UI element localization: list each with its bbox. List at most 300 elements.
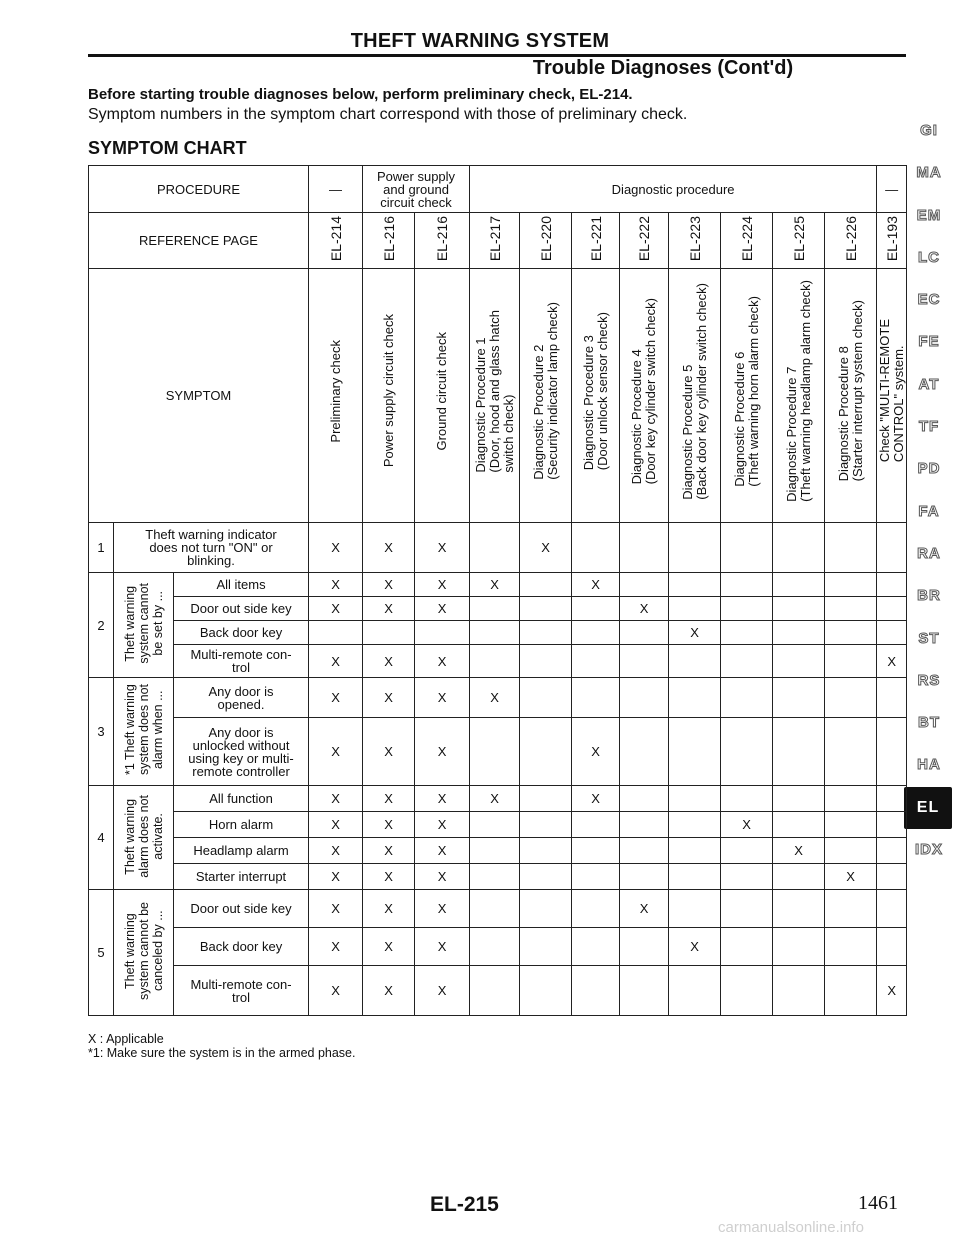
applicable-mark-cell — [721, 966, 773, 1016]
section-tab-ha[interactable]: HA — [917, 756, 941, 774]
applicable-mark-cell — [877, 812, 907, 838]
applicable-mark-cell — [825, 718, 877, 786]
section-tab-bt[interactable]: BT — [918, 714, 940, 732]
applicable-mark: X — [331, 690, 340, 705]
symptom-row — [89, 621, 907, 645]
applicable-mark-cell — [669, 523, 721, 573]
applicable-mark-cell — [773, 645, 825, 678]
applicable-mark: X — [591, 577, 600, 592]
applicable-mark-cell — [309, 786, 363, 812]
reference-page-text: EL-214 — [327, 216, 344, 262]
symptom-group — [114, 890, 174, 1016]
column-header-text: Diagnostic Procedure 6 (Theft warning horn alarm check) — [731, 295, 761, 487]
applicable-mark-cell — [363, 597, 415, 621]
applicable-mark-cell — [415, 812, 470, 838]
column-header — [309, 269, 363, 523]
applicable-mark-cell — [572, 645, 620, 678]
applicable-mark-cell — [773, 786, 825, 812]
applicable-mark-cell — [470, 678, 520, 718]
applicable-mark-cell — [669, 786, 721, 812]
applicable-mark-cell — [309, 812, 363, 838]
section-tab-el[interactable]: EL — [904, 787, 952, 829]
applicable-mark-cell — [721, 928, 773, 966]
applicable-mark-cell — [520, 786, 572, 812]
applicable-mark: X — [331, 983, 340, 998]
applicable-mark-cell — [572, 838, 620, 864]
applicable-mark-cell — [721, 812, 773, 838]
applicable-mark-cell — [825, 966, 877, 1016]
symptom-row — [89, 645, 907, 678]
applicable-mark-cell — [773, 890, 825, 928]
applicable-mark-cell — [669, 645, 721, 678]
applicable-mark-cell — [825, 678, 877, 718]
applicable-mark-cell — [470, 645, 520, 678]
applicable-mark-cell — [415, 678, 470, 718]
symptom-group — [114, 678, 174, 786]
applicable-mark-cell — [363, 928, 415, 966]
applicable-mark-cell — [415, 573, 470, 597]
reference-page-text: EL-193 — [883, 216, 900, 262]
instruction-text: Before starting trouble diagnoses below, perform preliminary check, EL-214. — [88, 86, 633, 103]
symptom-description: Horn alarm — [174, 812, 309, 838]
section-tab-em[interactable]: EM — [916, 206, 942, 224]
procedure-group: Power supply and ground circuit check — [363, 166, 470, 213]
symptom-description: Door out side key — [174, 597, 309, 621]
reference-page-text: EL-223 — [686, 216, 703, 262]
applicable-mark-cell — [620, 864, 669, 890]
applicable-mark-cell — [470, 812, 520, 838]
symptom-description: Multi-remote con- trol — [174, 645, 309, 678]
applicable-mark-cell — [773, 812, 825, 838]
applicable-mark-cell — [520, 890, 572, 928]
applicable-mark: X — [437, 791, 447, 806]
applicable-mark-cell — [669, 812, 721, 838]
reference-page — [470, 213, 520, 269]
applicable-mark-cell — [825, 645, 877, 678]
applicable-mark-cell — [470, 573, 520, 597]
symptom-description: Headlamp alarm — [174, 838, 309, 864]
applicable-mark: X — [437, 869, 447, 884]
reference-page — [620, 213, 669, 269]
applicable-mark-cell — [363, 523, 415, 573]
applicable-mark: X — [331, 601, 340, 616]
column-header — [415, 269, 470, 523]
applicable-mark-cell — [669, 966, 721, 1016]
applicable-mark-cell — [669, 573, 721, 597]
applicable-mark-cell — [363, 573, 415, 597]
section-tab-st[interactable]: ST — [918, 629, 940, 647]
column-header — [520, 269, 572, 523]
applicable-mark-cell — [721, 838, 773, 864]
applicable-mark-cell — [520, 597, 572, 621]
applicable-mark: X — [384, 791, 393, 806]
applicable-mark-cell — [773, 523, 825, 573]
applicable-mark-cell — [309, 678, 363, 718]
applicable-mark-cell — [721, 890, 773, 928]
reference-page-text: EL-221 — [587, 216, 604, 262]
reference-page-text: EL-217 — [486, 216, 503, 262]
applicable-mark: X — [384, 901, 393, 916]
symptom-label: SYMPTOM — [89, 269, 309, 523]
applicable-mark-cell — [620, 678, 669, 718]
applicable-mark: X — [437, 843, 447, 858]
applicable-mark: X — [331, 653, 340, 669]
applicable-mark-cell — [415, 523, 470, 573]
symptom-group-text: Theft warning system cannot be set by ... — [122, 583, 165, 664]
applicable-mark-cell — [877, 597, 907, 621]
section-tab-tf[interactable]: TF — [918, 418, 940, 436]
applicable-mark: X — [331, 869, 340, 884]
symptom-description: Any door is unlocked without using key or multi- remote controller — [174, 718, 309, 786]
symptom-description: All items — [174, 573, 309, 597]
symptom-row — [89, 573, 907, 597]
applicable-mark: X — [331, 817, 340, 832]
symptom-row — [89, 812, 907, 838]
applicable-mark-cell — [520, 621, 572, 645]
procedure-row — [89, 166, 907, 213]
symptom-row — [89, 864, 907, 890]
reference-page — [309, 213, 363, 269]
applicable-mark-cell — [721, 786, 773, 812]
column-header-text: Preliminary check — [327, 339, 343, 443]
applicable-mark: X — [887, 983, 896, 998]
applicable-mark: X — [437, 939, 447, 954]
applicable-mark: X — [331, 843, 340, 858]
applicable-mark-cell — [470, 890, 520, 928]
applicable-mark-cell — [363, 890, 415, 928]
applicable-mark-cell — [773, 928, 825, 966]
symptom-description: Back door key — [174, 621, 309, 645]
applicable-mark-cell — [825, 523, 877, 573]
procedure-group: — — [309, 166, 363, 213]
applicable-mark-cell — [415, 645, 470, 678]
section-tab-gi[interactable]: GI — [920, 122, 938, 139]
applicable-mark: X — [437, 690, 447, 705]
applicable-mark-cell — [877, 890, 907, 928]
applicable-mark-cell — [877, 838, 907, 864]
applicable-mark-cell — [572, 597, 620, 621]
applicable-mark: X — [331, 540, 340, 555]
applicable-mark-cell — [669, 678, 721, 718]
applicable-mark-cell — [825, 928, 877, 966]
applicable-mark: X — [331, 791, 340, 806]
symptom-row — [89, 786, 907, 812]
symptom-row — [89, 597, 907, 621]
applicable-mark: X — [384, 869, 393, 884]
applicable-mark: X — [331, 577, 340, 592]
section-tab-fa[interactable]: FA — [918, 502, 940, 520]
applicable-mark-cell — [470, 523, 520, 573]
symptom-group — [114, 786, 174, 890]
applicable-mark-cell — [520, 718, 572, 786]
section-tabs — [902, 110, 956, 871]
applicable-mark-cell — [620, 838, 669, 864]
applicable-mark-cell — [572, 678, 620, 718]
reference-page — [721, 213, 773, 269]
applicable-mark-cell — [470, 621, 520, 645]
applicable-mark-cell — [773, 718, 825, 786]
reference-page-text: EL-216 — [380, 216, 397, 262]
applicable-mark: X — [331, 939, 340, 954]
applicable-mark-cell — [721, 523, 773, 573]
applicable-mark-cell — [520, 678, 572, 718]
applicable-mark-cell — [572, 890, 620, 928]
section-tab-pd[interactable]: PD — [917, 460, 941, 478]
applicable-mark-cell — [470, 718, 520, 786]
applicable-mark-cell — [309, 523, 363, 573]
section-tab-ma[interactable]: MA — [916, 164, 942, 182]
applicable-mark-cell — [721, 718, 773, 786]
column-header-row — [89, 269, 907, 523]
reference-page-text: EL-224 — [738, 216, 755, 262]
watermark: carmanualsonline.info — [718, 1219, 864, 1236]
symptom-description: All function — [174, 786, 309, 812]
applicable-mark-cell — [470, 786, 520, 812]
applicable-mark-cell — [773, 864, 825, 890]
column-header — [669, 269, 721, 523]
applicable-mark-cell — [309, 864, 363, 890]
applicable-mark-cell — [877, 966, 907, 1016]
column-header — [620, 269, 669, 523]
symptom-row — [89, 966, 907, 1016]
applicable-mark-cell — [877, 523, 907, 573]
column-header-text: Diagnostic Procedure 7 (Theft warning headlamp alarm check) — [783, 280, 813, 502]
symptom-chart — [88, 165, 907, 1016]
applicable-mark-cell — [877, 645, 907, 678]
applicable-mark-cell — [309, 621, 363, 645]
applicable-mark-cell — [415, 928, 470, 966]
applicable-mark: X — [384, 690, 393, 705]
applicable-mark-cell — [669, 718, 721, 786]
applicable-mark-cell — [825, 597, 877, 621]
symptom-row — [89, 523, 907, 573]
symptom-description: Back door key — [174, 928, 309, 966]
applicable-mark-cell — [572, 966, 620, 1016]
symptom-number: 4 — [89, 786, 114, 890]
applicable-mark-cell — [825, 838, 877, 864]
section-tab-fe[interactable]: FE — [918, 333, 940, 351]
applicable-mark-cell — [721, 597, 773, 621]
reference-page — [520, 213, 572, 269]
applicable-mark-cell — [773, 597, 825, 621]
column-header-text: Ground circuit check — [434, 331, 450, 451]
applicable-mark: X — [384, 939, 393, 954]
applicable-mark-cell — [773, 966, 825, 1016]
applicable-mark-cell — [721, 678, 773, 718]
symptom-group-text: Theft warning system cannot be canceled by ... — [122, 902, 165, 1000]
symptom-row — [89, 718, 907, 786]
applicable-mark-cell — [877, 678, 907, 718]
applicable-mark-cell — [363, 966, 415, 1016]
applicable-mark-cell — [415, 838, 470, 864]
reference-page — [572, 213, 620, 269]
applicable-mark-cell — [520, 812, 572, 838]
applicable-mark-cell — [363, 678, 415, 718]
symptom-row — [89, 838, 907, 864]
applicable-mark-cell — [825, 890, 877, 928]
symptom-row — [89, 928, 907, 966]
applicable-mark-cell — [520, 645, 572, 678]
column-header — [773, 269, 825, 523]
applicable-mark-cell — [773, 573, 825, 597]
column-header-text: Diagnostic Procedure 4 (Door key cylinder switch check) — [629, 297, 659, 485]
column-header-text: Diagnostic Procedure 8 (Starter interrupt system check) — [835, 300, 865, 482]
applicable-mark-cell — [773, 838, 825, 864]
reference-label: REFERENCE PAGE — [89, 213, 309, 269]
applicable-mark: X — [437, 653, 447, 669]
applicable-mark-cell — [877, 718, 907, 786]
applicable-mark-cell — [470, 838, 520, 864]
symptom-group-text: *1 Theft warning system does not alarm when ... — [122, 684, 165, 776]
applicable-mark-cell — [309, 597, 363, 621]
applicable-mark-cell — [309, 928, 363, 966]
applicable-mark-cell — [415, 966, 470, 1016]
symptom-row — [89, 678, 907, 718]
symptom-description: Any door is opened. — [174, 678, 309, 718]
applicable-mark-cell — [309, 645, 363, 678]
applicable-mark: X — [490, 577, 499, 592]
procedure-group: — — [877, 166, 907, 213]
symptom-description: Theft warning indicator does not turn "ON" or blinking. — [114, 523, 309, 573]
reference-page — [825, 213, 877, 269]
column-header-text: Power supply circuit check — [380, 314, 396, 468]
column-header-text: Diagnostic Procedure 5 (Back door key cylinder switch check) — [679, 282, 709, 500]
section-tab-idx[interactable]: IDX — [914, 841, 943, 859]
applicable-mark-cell — [773, 621, 825, 645]
page-number: 1461 — [858, 1192, 898, 1214]
applicable-mark-cell — [363, 718, 415, 786]
applicable-mark-cell — [620, 718, 669, 786]
applicable-mark: X — [639, 601, 649, 616]
reference-page-text: EL-226 — [842, 216, 859, 262]
applicable-mark-cell — [520, 928, 572, 966]
section-tab-ra[interactable]: RA — [917, 544, 941, 562]
applicable-mark-cell — [620, 645, 669, 678]
applicable-mark: X — [490, 791, 499, 806]
section-tab-lc[interactable]: LC — [918, 248, 940, 266]
applicable-mark-cell — [415, 597, 470, 621]
applicable-mark-cell — [721, 573, 773, 597]
applicable-mark-cell — [363, 621, 415, 645]
applicable-mark-cell — [520, 864, 572, 890]
symptom-group-text: Theft warning alarm does not activate. — [122, 794, 165, 878]
applicable-mark-cell — [572, 718, 620, 786]
applicable-mark-cell — [415, 621, 470, 645]
reference-page — [877, 213, 907, 269]
applicable-mark-cell — [520, 523, 572, 573]
applicable-mark-cell — [572, 621, 620, 645]
applicable-mark: X — [384, 540, 393, 555]
applicable-mark: X — [591, 744, 600, 759]
applicable-mark-cell — [363, 864, 415, 890]
column-header — [470, 269, 520, 523]
applicable-mark: X — [846, 869, 855, 884]
reference-page — [363, 213, 415, 269]
applicable-mark-cell — [669, 890, 721, 928]
applicable-mark-cell — [620, 573, 669, 597]
reference-page — [773, 213, 825, 269]
symptom-description: Multi-remote con- trol — [174, 966, 309, 1016]
procedure-label: PROCEDURE — [89, 166, 309, 213]
reference-row — [89, 213, 907, 269]
applicable-mark: X — [384, 653, 393, 669]
applicable-mark: X — [437, 601, 447, 616]
applicable-mark-cell — [620, 786, 669, 812]
applicable-mark: X — [331, 744, 340, 759]
applicable-mark-cell — [415, 890, 470, 928]
applicable-mark-cell — [669, 838, 721, 864]
applicable-mark-cell — [363, 786, 415, 812]
applicable-mark-cell — [572, 523, 620, 573]
applicable-mark-cell — [520, 573, 572, 597]
page-subtitle: Trouble Diagnoses (Cont'd) — [532, 57, 794, 79]
applicable-mark-cell — [825, 621, 877, 645]
applicable-mark: X — [384, 577, 393, 592]
applicable-mark-cell — [721, 645, 773, 678]
applicable-mark: X — [437, 817, 447, 832]
column-header-text: Diagnostic Procedure 3 (Door unlock sensor check) — [580, 311, 610, 471]
applicable-mark: X — [331, 901, 340, 916]
applicable-mark-cell — [415, 864, 470, 890]
procedure-group: Diagnostic procedure — [470, 166, 877, 213]
symptom-group — [114, 573, 174, 678]
applicable-mark-cell — [572, 786, 620, 812]
applicable-mark-cell — [825, 812, 877, 838]
symptom-description: Starter interrupt — [174, 864, 309, 890]
symptom-row — [89, 890, 907, 928]
applicable-mark-cell — [470, 928, 520, 966]
symptom-number: 2 — [89, 573, 114, 678]
applicable-mark: X — [742, 817, 751, 832]
reference-page — [415, 213, 470, 269]
applicable-mark: X — [690, 939, 699, 954]
applicable-mark: X — [384, 843, 393, 858]
applicable-mark-cell — [620, 597, 669, 621]
applicable-mark: X — [541, 540, 550, 555]
applicable-mark-cell — [363, 812, 415, 838]
applicable-mark-cell — [773, 678, 825, 718]
applicable-mark-cell — [470, 597, 520, 621]
applicable-mark: X — [437, 983, 447, 998]
applicable-mark-cell — [620, 523, 669, 573]
applicable-mark: X — [384, 601, 393, 616]
applicable-mark-cell — [620, 966, 669, 1016]
applicable-mark-cell — [825, 573, 877, 597]
applicable-mark-cell — [620, 812, 669, 838]
applicable-mark-cell — [721, 864, 773, 890]
applicable-mark: X — [437, 577, 447, 592]
applicable-mark: X — [887, 653, 896, 669]
section-tab-ec[interactable]: EC — [917, 291, 941, 309]
symptom-description: Door out side key — [174, 890, 309, 928]
section-tab-at[interactable]: AT — [918, 375, 940, 393]
column-header — [721, 269, 773, 523]
column-header — [572, 269, 620, 523]
applicable-mark: X — [591, 791, 600, 806]
applicable-mark: X — [384, 983, 393, 998]
applicable-mark: X — [794, 843, 803, 858]
legend-note: *1: Make sure the system is in the armed phase. — [88, 1046, 356, 1060]
applicable-mark-cell — [721, 621, 773, 645]
applicable-mark-cell — [363, 838, 415, 864]
section-tab-br[interactable]: BR — [917, 587, 941, 605]
column-header — [825, 269, 877, 523]
applicable-mark: X — [384, 817, 393, 832]
reference-page — [669, 213, 721, 269]
applicable-mark-cell — [470, 966, 520, 1016]
applicable-mark-cell — [877, 573, 907, 597]
section-tab-rs[interactable]: RS — [917, 671, 941, 689]
